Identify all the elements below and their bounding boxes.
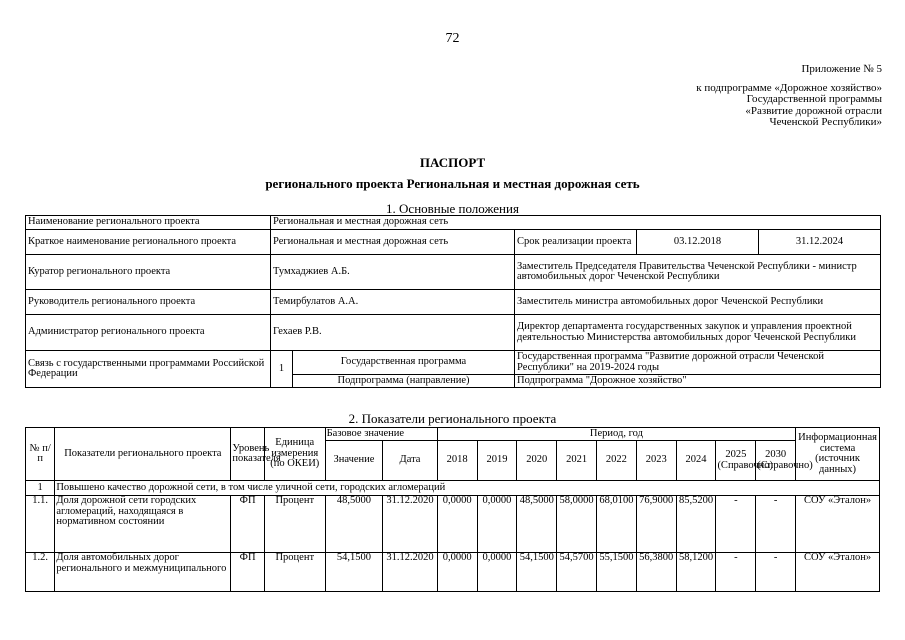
row-unit: Процент <box>264 496 325 553</box>
col-header-date: Дата <box>383 441 437 481</box>
col-header-2023: 2023 <box>636 441 676 481</box>
page-number: 72 <box>445 31 460 46</box>
table-row <box>26 315 881 351</box>
col-header-2020: 2020 <box>517 441 557 481</box>
row-indicator: Доля дорожной сети городских агломераций, находящаяся в нормативном состоянии <box>55 496 231 553</box>
col-header-base: Базовое значение <box>325 428 437 441</box>
admin-position: Директор департамента государственных закупок и управления проектной деятельностью Министерства автомобильных дорог Чеченской Республики <box>515 315 881 351</box>
head-position: Заместитель министра автомобильных дорог Чеченской Республики <box>515 290 881 315</box>
row-base-value: 54,1500 <box>325 553 383 592</box>
appendix-line: к подпрограмме «Дорожное хозяйство» <box>696 81 882 94</box>
indicators-table <box>25 427 880 592</box>
subprogram-value: Подпрограмма "Дорожное хозяйство" <box>515 375 881 388</box>
row-indicator: Доля автомобильных дорог регионального и межмуниципального <box>55 553 231 592</box>
table-row <box>26 553 880 592</box>
row-2019: 0,0000 <box>477 553 517 592</box>
programs-link-number: 1 <box>271 351 293 388</box>
state-program-value: Государственная программа "Развитие дорожной отрасли Чеченской Республики" на 2019-2024 годы <box>515 351 881 375</box>
curator-position: Заместитель Председателя Правительства Чеченской Республики - министр автомобильных дорог Чеченской Республики <box>515 255 881 290</box>
curator-name: Тумхаджиев А.Б. <box>271 255 515 290</box>
row-source: СОУ «Эталон» <box>796 496 880 553</box>
col-header-2018: 2018 <box>437 441 477 481</box>
table-row <box>26 216 881 230</box>
col-header-2030: 2030 (Справочно) <box>756 441 796 481</box>
row-2023: 56,3800 <box>636 553 676 592</box>
name-value: Региональная и местная дорожная сеть <box>271 216 881 230</box>
group-num: 1 <box>26 481 55 496</box>
term-label: Срок реализации проекта <box>515 230 637 255</box>
head-label: Руководитель регионального проекта <box>26 290 271 315</box>
document-title: ПАСПОРТ <box>419 155 486 170</box>
row-2018: 0,0000 <box>437 496 477 553</box>
table-row <box>26 255 881 290</box>
row-2020: 48,5000 <box>517 496 557 553</box>
row-2022: 55,1500 <box>597 553 637 592</box>
end-date: 31.12.2024 <box>759 230 881 255</box>
short-name-label: Краткое наименование регионального проекта <box>26 230 271 255</box>
short-name-value: Региональная и местная дорожная сеть <box>271 230 515 255</box>
curator-label: Куратор регионального проекта <box>26 255 271 290</box>
start-date: 03.12.2018 <box>637 230 759 255</box>
table-row <box>26 290 881 315</box>
row-num: 1.2. <box>26 553 55 592</box>
section-1-heading: 1. Основные положения <box>386 201 519 216</box>
row-base-value: 48,5000 <box>325 496 383 553</box>
table-row <box>26 351 881 375</box>
row-2025: - <box>716 496 756 553</box>
col-header-2025: 2025 (Справочно) <box>716 441 756 481</box>
appendix-line: Государственной программы <box>746 93 882 105</box>
col-header-2024: 2024 <box>676 441 716 481</box>
row-base-date: 31.12.2020 <box>383 496 437 553</box>
header-row <box>26 428 880 441</box>
row-2023: 76,9000 <box>636 496 676 553</box>
basic-provisions-table <box>25 215 881 388</box>
admin-label: Администратор регионального проекта <box>26 315 271 351</box>
group-row <box>26 481 880 496</box>
col-header-level: Уровень показателя <box>231 428 265 481</box>
col-header-indicator: Показатели регионального проекта <box>55 428 231 481</box>
row-level: ФП <box>231 553 265 592</box>
group-text: Повышено качество дорожной сети, в том числе уличной сети, городских агломераций <box>55 481 880 496</box>
row-2025: - <box>716 553 756 592</box>
row-2019: 0,0000 <box>477 496 517 553</box>
name-label: Наименование регионального проекта <box>26 216 271 230</box>
row-base-date: 31.12.2020 <box>383 553 437 592</box>
row-2030: - <box>756 553 796 592</box>
table-row <box>26 496 880 553</box>
col-header-2022: 2022 <box>597 441 637 481</box>
row-2020: 54,1500 <box>517 553 557 592</box>
appendix-line: Приложение № 5 <box>801 63 882 75</box>
row-2021: 54,5700 <box>557 553 597 592</box>
row-2030: - <box>756 496 796 553</box>
row-source: СОУ «Эталон» <box>796 553 880 592</box>
row-2021: 58,0000 <box>557 496 597 553</box>
col-header-value: Значение <box>325 441 383 481</box>
row-2024: 85,5200 <box>676 496 716 553</box>
row-2018: 0,0000 <box>437 553 477 592</box>
head-name: Темирбулатов А.А. <box>271 290 515 315</box>
state-program-label: Государственная программа <box>293 351 515 375</box>
row-2022: 68,0100 <box>597 496 637 553</box>
appendix-note <box>696 64 882 129</box>
admin-name: Гехаев Р.В. <box>271 315 515 351</box>
appendix-line: Чеченской Республики» <box>769 116 882 128</box>
appendix-line: «Развитие дорожной отрасли <box>745 104 882 117</box>
row-unit: Процент <box>264 553 325 592</box>
col-header-info: Информационная система (источник данных) <box>796 428 880 481</box>
col-header-2019: 2019 <box>477 441 517 481</box>
table-row <box>26 230 881 255</box>
col-header-2021: 2021 <box>557 441 597 481</box>
document-subtitle: регионального проекта Региональная и местная дорожная сеть <box>265 176 640 191</box>
col-header-num: № п/п <box>26 428 55 481</box>
row-num: 1.1. <box>26 496 55 553</box>
subprogram-label: Подпрограмма (направление) <box>293 375 515 388</box>
row-level: ФП <box>231 496 265 553</box>
section-2-heading: 2. Показатели регионального проекта <box>348 411 557 426</box>
col-header-period: Период, год <box>437 428 795 441</box>
col-header-unit: Единица измерения (по ОКЕИ) <box>264 428 325 481</box>
row-2024: 58,1200 <box>676 553 716 592</box>
programs-link-label: Связь с государственными программами Российской Федерации <box>26 351 271 388</box>
